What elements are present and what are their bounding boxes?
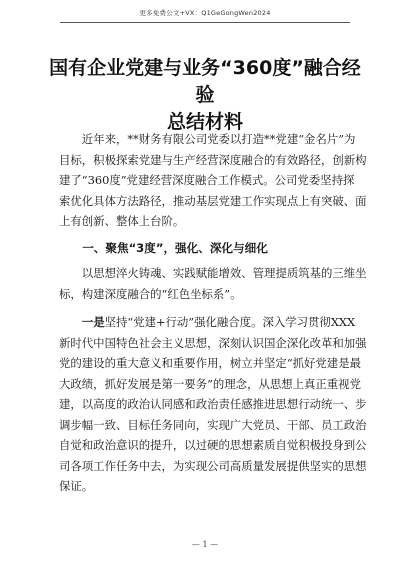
paragraph-line: 建了“360度”党建经营深度融合工作模式。公司党委坚持探 (59, 173, 355, 187)
section1-intro-paragraph (59, 263, 367, 304)
paragraph-line: 建，以高度的政治认同感和政治责任感推进思想行动统一、步 (59, 397, 367, 411)
point-first-line: 坚持“党建+行动”强化融合度。深入学习贯彻XXX (104, 315, 356, 329)
paragraph-line: 调步幅一致、目标任务同向，实现广大党员、干部、员工政治 (59, 417, 367, 432)
header-note: 更多免费公文+VX：Q1GeGongWen2024 (139, 9, 271, 17)
paragraph-line: 新时代中国特色社会主义思想，深刻认识国企深化改革和加强 (59, 335, 367, 350)
paragraph-line: 大政绩，抓好发展是第一要务”的理念，从思想上真正重视党 (59, 376, 361, 391)
paragraph-line: 标，构建深度融合的“红色坐标系”。 (59, 286, 242, 301)
title-line-1: 国有企业党建与业务“360度”融合经验 (49, 57, 361, 106)
paragraph-line: 索优化具体方法路径，推动基层党建工作实现点上有突破、面 (59, 193, 367, 208)
paragraph-line: 目标，积极探索党建与生产经营深度融合的有效路径，创新构 (59, 152, 367, 167)
paragraph-line: 以思想淬火铸魂、实践赋能增效、管理提质筑基的三维坐 (81, 266, 367, 280)
paragraph-line (59, 312, 360, 333)
title-line-2: 总结材料 (166, 111, 243, 133)
paragraph-line: 司各项工作任务中去，为实现公司高质量发展提供坚实的思想 (59, 458, 367, 473)
point-lead: 一是 (81, 315, 105, 329)
paragraph-line: 近年来，**财务有限公司党委以打造**党建“金名片”为 (81, 132, 356, 146)
intro-paragraph (59, 129, 367, 232)
header-divider (60, 22, 350, 23)
section-heading-1: 一、聚焦“3度”，强化、深化与细化 (82, 241, 268, 255)
paragraph-line: 自觉和政治意识的提升，以过硬的思想素质自觉积极投身到公 (59, 438, 367, 452)
paragraph-line: 党的建设的重大意义和重要作用，树立并坚定“抓好党建是最 (59, 356, 361, 370)
page-number: — 1 — (191, 540, 219, 549)
document-title (40, 55, 370, 136)
paragraph-line: 保证。 (59, 479, 94, 493)
paragraph-line: 上有创新、整体上台阶。 (59, 214, 185, 228)
point-1-paragraph (59, 312, 367, 497)
